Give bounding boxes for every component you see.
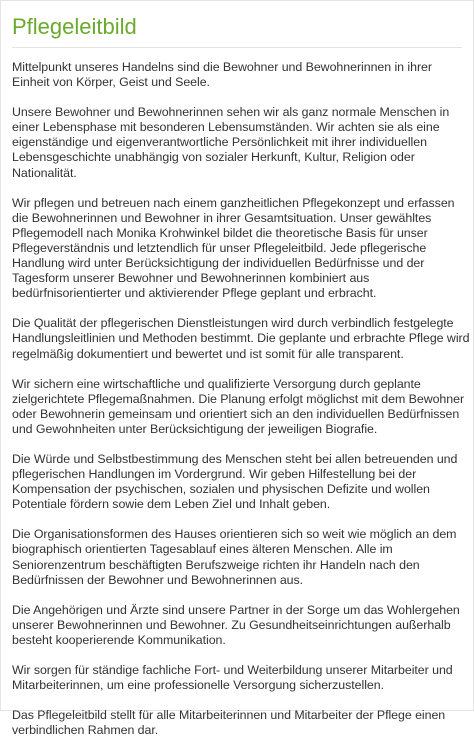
paragraph-7: Die Organisationsformen des Hauses orientieren sich so weit wie möglich an dem biographisch orientierten Tagesablauf eines älteren Menschen. Alle im Seniorenzentrum beschäftigten Berufszweige richten ihr Handeln nach den Bedürfnissen der Bewohner und Bewohnerinnen aus. — [12, 527, 457, 587]
paragraph-8: Die Angehörigen und Ärzte sind unsere Partner in der Sorge um das Wohlergehen unserer Bewohnerinnen und Bewohner. Zu Gesundheitseinrichtungen außerhalb besteht kooperierende Kommunikation. — [12, 602, 460, 647]
paragraph-1: Mittelpunkt unseres Handelns sind die Bewohner und Bewohnerinnen in ihrer Einheit von Körper, Geist und Seele. — [12, 60, 432, 90]
paragraph-5: Wir sichern eine wirtschaftliche und qualifizierte Versorgung durch geplante zielgerichtete Pflegemaßnahmen. Die Planung erfolgt möglichst mit dem Bewohner oder Bewohnerin gemeinsam und orientiert sich an den individuellen Bedürfnissen und Gewohnheiten unter Berücksichtigung der jeweiligen Biografie. — [12, 376, 465, 436]
page-body — [12, 60, 472, 738]
page-title: Pflegeleitbild — [12, 14, 137, 39]
paragraph-4: Die Qualität der pflegerischen Dienstleistungen wird durch verbindlich festgelegte Handlungsleitlinien und Methoden bestimmt. Die geplante und erbrachte Pflege wird regelmäßig dokumentiert und bewertet und ist somit für alle transparent. — [12, 316, 470, 361]
paragraph-10: Das Pflegeleitbild stellt für alle Mitarbeiterinnen und Mitarbeiter der Pflege einen verbindlichen Rahmen dar. — [12, 708, 446, 738]
title-divider — [12, 47, 462, 48]
paragraph-6: Die Würde und Selbstbestimmung des Menschen steht bei allen betreuenden und pflegerischen Handlungen im Vordergrund. Wir geben Hilfestellung bei der Kompensation der psychischen, sozialen und physischen Defizite und wollen Potentiale fördern sowie dem Leben Ziel und Inhalt geben. — [12, 451, 458, 512]
paragraph-2: Unsere Bewohner und Bewohnerinnen sehen wir als ganz normale Menschen in einer Lebensphase mit besonderen Lebensumständen. Wir achten sie als eine eigenständige und eigenverantwortliche Persönlichkeit mit ihrer individuellen Lebensgeschichte unabhängig von sozialer Herkunft, Kultur, Religion oder Nationalität. — [12, 105, 450, 180]
paragraph-9: Wir sorgen für ständige fachliche Fort- und Weiterbildung unserer Mitarbeiter und Mitarbeiterinnen, um eine professionelle Versorgung sicherzustellen. — [12, 663, 453, 693]
paragraph-3: Wir pflegen und betreuen nach einem ganzheitlichen Pflegekonzept und erfassen die Bewohnerinnen und Bewohner in ihrer Gesamtsituation. Unser gewähltes Pflegemodell nach Monika Krohwinkel bildet die theoretische Basis für unser Pflegeverständnis und letztendlich für unser Pflegeleitbild. Jede pflegerische Handlung wird unter Berücksichtigung der individuellen Bedürfnisse und der Tagesform unserer Bewohner und Bewohnerinnen kombiniert aus bedürfnisorientierter und aktivierender Pflege geplant und erbracht. — [12, 195, 455, 301]
